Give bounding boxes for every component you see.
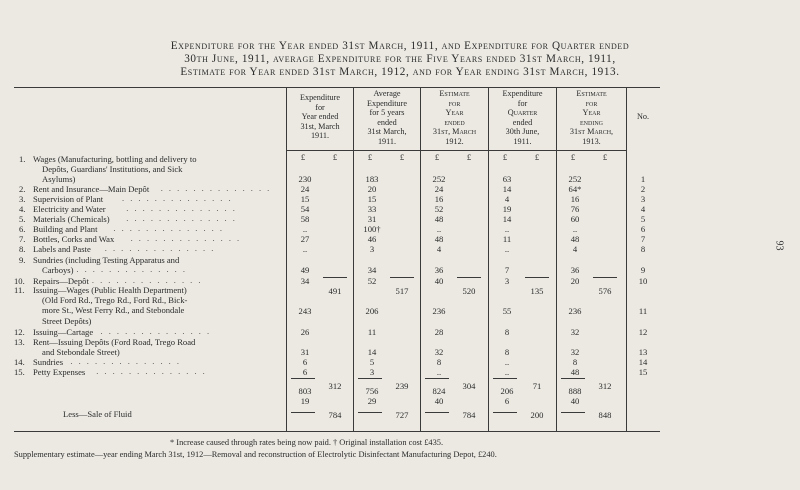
table-cell-value: 8 — [572, 357, 578, 367]
table-cell-value: 236 — [432, 306, 446, 316]
subtotal-rule — [493, 378, 517, 379]
row-number: 6. — [19, 224, 26, 234]
subtotal-rule — [390, 277, 414, 278]
table-cell-value: 15 — [367, 194, 377, 204]
currency-symbol: £ — [602, 152, 608, 162]
row-no: 1 — [640, 174, 646, 184]
net-rule — [425, 412, 449, 413]
row-label: Electricity and Water — [33, 204, 106, 214]
table-cell-value: .. — [436, 224, 442, 234]
subtotal-value: 239 — [395, 381, 409, 391]
row-label: Issuing—Cartage — [33, 327, 94, 337]
table-cell-value: 36 — [570, 265, 580, 275]
net-total-value: 784 — [328, 410, 342, 420]
net-rule — [561, 412, 585, 413]
table-cell-value: 252 — [432, 174, 446, 184]
currency-symbol: £ — [300, 152, 306, 162]
column-divider — [626, 87, 627, 431]
table-cell-value: 26 — [300, 327, 310, 337]
leader-dots: . . . . . . . . . . . . . . — [104, 244, 216, 253]
table-cell-value: 32 — [570, 347, 580, 357]
table-cell-value: .. — [504, 357, 510, 367]
table-cell-value: .. — [504, 224, 510, 234]
currency-symbol: £ — [534, 152, 540, 162]
table-cell-value: 3 — [504, 276, 510, 286]
subtotal-rule — [291, 378, 315, 379]
less-value: 29 — [367, 396, 377, 406]
row-label: Street Depôts) — [42, 315, 92, 326]
table-cell-value: 8 — [504, 347, 510, 357]
net-total-value: 784 — [462, 410, 476, 420]
currency-symbol: £ — [466, 152, 472, 162]
table-cell-value: 3 — [369, 367, 375, 377]
gross-total-value: 824 — [432, 386, 446, 396]
table-cell-value: 32 — [434, 347, 444, 357]
subtotal-value: 135 — [530, 286, 544, 296]
leader-dots: . . . . . . . . . . . . . . — [70, 357, 181, 366]
table-cell-value: 76 — [570, 204, 580, 214]
table-cell-value: 6 — [302, 357, 308, 367]
row-number: 10. — [14, 276, 25, 286]
row-no: 12 — [638, 327, 648, 337]
row-label: and Stebondale Street) — [42, 347, 120, 358]
row-no: 14 — [638, 357, 648, 367]
leader-dots: . . . . . . . . . . . . . . — [126, 204, 237, 213]
table-bottom-rule — [14, 431, 660, 432]
column-header: Average Expenditure for 5 years ended 31st March, 1911. — [366, 89, 407, 146]
subtotal-value: 491 — [328, 286, 342, 296]
table-cell-value: .. — [504, 367, 510, 377]
less-value: 19 — [300, 396, 310, 406]
subtotal-value: 71 — [532, 381, 542, 391]
row-label: (Old Ford Rd., Trego Rd., Ford Rd., Bick- — [42, 295, 188, 306]
table-cell-value: 8 — [504, 327, 510, 337]
row-no: 11 — [638, 306, 648, 316]
subtotal-value: 576 — [598, 286, 612, 296]
table-cell-value: 31 — [367, 214, 377, 224]
table-title-line-2: 30th June, 1911, average Expenditure for the Five Years ended 31st March, 1911, — [184, 53, 616, 65]
row-number: 12. — [14, 327, 25, 337]
table-cell-value: 40 — [434, 276, 444, 286]
table-cell-value: 14 — [502, 214, 512, 224]
table-cell-value: 28 — [434, 327, 444, 337]
table-cell-value: 252 — [568, 174, 582, 184]
leader-dots: . . . . . . . . . . . . . . — [100, 327, 212, 336]
leader-dots: . . . . . . . . . . . . . . — [130, 234, 242, 243]
leader-dots: . . . . . . . . . . . . . . — [76, 265, 187, 275]
row-label: Sundries (including Testing Apparatus and — [33, 255, 180, 265]
net-total-value: 200 — [530, 410, 544, 420]
row-label: Sundries — [33, 357, 64, 367]
no-column-header: No. — [636, 112, 650, 121]
row-label: Rent—Issuing Depôts (Ford Road, Trego Road — [33, 337, 196, 347]
subtotal-rule — [561, 378, 585, 379]
table-cell-value: 100† — [363, 224, 381, 234]
table-cell-value: .. — [302, 224, 308, 234]
table-title-line-1: Expenditure for the Year ended 31st March, 1911, and Expenditure for Quarter ended — [170, 40, 630, 52]
row-no: 15 — [638, 367, 648, 377]
footnote-1: * Increase caused through rates being now paid. † Original installation cost £435. — [170, 438, 444, 447]
gross-total-value: 206 — [500, 386, 514, 396]
table-cell-value: 48 — [570, 367, 580, 377]
column-header: Estimate for Year ended 31st, March 1912. — [432, 89, 477, 146]
column-header: Estimate for Year ending 31st March, 1913. — [569, 89, 614, 146]
table-cell-value: 19 — [502, 204, 512, 214]
table-cell-value: 16 — [570, 194, 580, 204]
table-cell-value: 36 — [434, 265, 444, 275]
table-cell-value: .. — [504, 244, 510, 254]
table-cell-value: 206 — [365, 306, 379, 316]
row-label: Labels and Paste — [33, 244, 91, 254]
row-label: Depôts, Guardians' Institutions, and Sick — [42, 164, 183, 175]
row-number: 5. — [19, 214, 26, 224]
table-cell-value: 16 — [434, 194, 444, 204]
net-rule — [291, 412, 315, 413]
column-header: Expenditure for Year ended 31st, March 1911. — [299, 93, 340, 141]
table-cell-value: 54 — [300, 204, 310, 214]
table-cell-value: 15 — [300, 194, 310, 204]
table-cell-value: 6 — [302, 367, 308, 377]
row-number: 11. — [14, 285, 25, 295]
row-label: Building and Plant — [33, 224, 98, 234]
row-no: 8 — [640, 244, 646, 254]
row-number: 4. — [19, 204, 26, 214]
table-cell-value: 7 — [504, 265, 510, 275]
table-cell-value: 55 — [502, 306, 512, 316]
table-cell-value: 32 — [570, 327, 580, 337]
row-no: 2 — [640, 184, 646, 194]
table-top-rule — [14, 87, 660, 88]
row-no: 4 — [640, 204, 646, 214]
table-cell-value: 58 — [300, 214, 310, 224]
table-cell-value: 20 — [367, 184, 377, 194]
subtotal-rule — [457, 277, 481, 278]
row-label: Repairs—Depôt — [33, 276, 89, 286]
row-no: 10 — [638, 276, 648, 286]
table-cell-value: 63 — [502, 174, 512, 184]
row-number: 2. — [19, 184, 26, 194]
table-cell-value: 5 — [369, 357, 375, 367]
leader-dots: . . . . . . . . . . . . . . — [96, 367, 207, 376]
table-cell-value: 52 — [434, 204, 444, 214]
gross-total-value: 803 — [298, 386, 312, 396]
table-cell-value: 46 — [367, 234, 377, 244]
row-number: 9. — [19, 255, 26, 265]
table-cell-value: 11 — [502, 234, 512, 244]
table-cell-value: 27 — [300, 234, 310, 244]
table-title-line-3: Estimate for Year ended 31st March, 1912, and for Year ending 31st March, 1913. — [180, 66, 620, 78]
table-cell-value: 3 — [369, 244, 375, 254]
table-cell-value: 48 — [570, 234, 580, 244]
subtotal-rule — [425, 378, 449, 379]
less-value: 6 — [504, 396, 510, 406]
table-cell-value: 4 — [572, 244, 578, 254]
leader-dots: . . . . . . . . . . . . . . — [122, 194, 233, 203]
table-cell-value: 8 — [436, 357, 442, 367]
table-cell-value: .. — [572, 224, 578, 234]
gross-total-value: 756 — [365, 386, 379, 396]
subtotal-rule — [358, 378, 382, 379]
header-bottom-rule — [286, 150, 626, 151]
row-label: Issuing—Wages (Public Health Department) — [33, 285, 187, 295]
table-cell-value: 48 — [434, 234, 444, 244]
gross-total-value: 888 — [568, 386, 582, 396]
row-number: 13. — [14, 337, 25, 347]
table-cell-value: .. — [302, 244, 308, 254]
less-value: 40 — [434, 396, 444, 406]
table-cell-value: 4 — [436, 244, 442, 254]
page-number: 93 — [773, 240, 785, 251]
table-cell-value: 183 — [365, 174, 379, 184]
leader-dots: . . . . . . . . . . . . . . — [91, 276, 203, 285]
currency-symbol: £ — [434, 152, 440, 162]
leader-dots: . . . . . . . . . . . . . . — [113, 224, 224, 233]
row-label: Supervision of Plant — [33, 194, 104, 204]
table-cell-value: 34 — [367, 265, 377, 275]
table-cell-value: 52 — [367, 276, 377, 286]
row-label: more St., West Ferry Rd., and Stebondale — [42, 305, 185, 316]
table-cell-value: 64* — [568, 184, 582, 194]
row-label: Wages (Manufacturing, bottling and delivery to — [33, 154, 197, 164]
row-no: 5 — [640, 214, 646, 224]
row-no: 9 — [640, 265, 646, 275]
table-cell-value: 4 — [504, 194, 510, 204]
column-header: Expenditure for Quarter ended 30th June, 1911. — [502, 89, 543, 146]
net-total-value: 727 — [395, 410, 409, 420]
table-cell-value: 24 — [300, 184, 310, 194]
net-total-value: 848 — [598, 410, 612, 420]
row-number: 15. — [14, 367, 25, 377]
table-cell-value: 34 — [300, 276, 310, 286]
table-cell-value: 49 — [300, 265, 310, 275]
table-cell-value: 20 — [570, 276, 580, 286]
less-label: Less—Sale of Fluid — [63, 409, 132, 419]
table-cell-value: 31 — [300, 347, 310, 357]
row-label: Rent and Insurance—Main Depôt — [33, 184, 150, 194]
table-cell-value: .. — [436, 367, 442, 377]
table-cell-value: 60 — [570, 214, 580, 224]
table-cell-value: 230 — [298, 174, 312, 184]
currency-symbol: £ — [332, 152, 338, 162]
row-number: 3. — [19, 194, 26, 204]
subtotal-value: 304 — [462, 381, 476, 391]
subtotal-rule — [525, 277, 549, 278]
row-label: Petty Expenses — [33, 367, 86, 377]
row-label: Carboys) — [42, 265, 74, 276]
row-label: Bottles, Corks and Wax — [33, 234, 115, 244]
row-number: 7. — [19, 234, 26, 244]
subtotal-value: 312 — [598, 381, 612, 391]
net-rule — [358, 412, 382, 413]
table-cell-value: 14 — [502, 184, 512, 194]
table-cell-value: 11 — [367, 327, 377, 337]
subtotal-rule — [323, 277, 347, 278]
footnote-2: Supplementary estimate—year ending March 31st, 1912—Removal and reconstruction of Electrolytic Disinfectant Manufacturing Depot, £240. — [14, 450, 497, 459]
table-cell-value: 48 — [434, 214, 444, 224]
currency-symbol: £ — [502, 152, 508, 162]
row-label: Materials (Chemicals) — [33, 214, 110, 224]
subtotal-value: 312 — [328, 381, 342, 391]
row-number: 1. — [19, 154, 26, 164]
table-cell-value: 33 — [367, 204, 377, 214]
leader-dots: . . . . . . . . . . . . . . — [126, 214, 237, 223]
currency-symbol: £ — [367, 152, 373, 162]
subtotal-rule — [593, 277, 617, 278]
row-number: 8. — [19, 244, 26, 254]
subtotal-value: 520 — [462, 286, 476, 296]
row-label: Asylums) — [42, 174, 76, 185]
currency-symbol: £ — [570, 152, 576, 162]
table-cell-value: 236 — [568, 306, 582, 316]
row-no: 13 — [638, 347, 648, 357]
table-cell-value: 14 — [367, 347, 377, 357]
table-cell-value: 24 — [434, 184, 444, 194]
leader-dots: . . . . . . . . . . . . . . — [160, 184, 272, 193]
net-rule — [493, 412, 517, 413]
subtotal-value: 517 — [395, 286, 409, 296]
table-cell-value: 243 — [298, 306, 312, 316]
row-no: 7 — [640, 234, 646, 244]
row-number: 14. — [14, 357, 25, 367]
row-no: 3 — [640, 194, 646, 204]
less-value: 40 — [570, 396, 580, 406]
row-no: 6 — [640, 224, 646, 234]
currency-symbol: £ — [399, 152, 405, 162]
